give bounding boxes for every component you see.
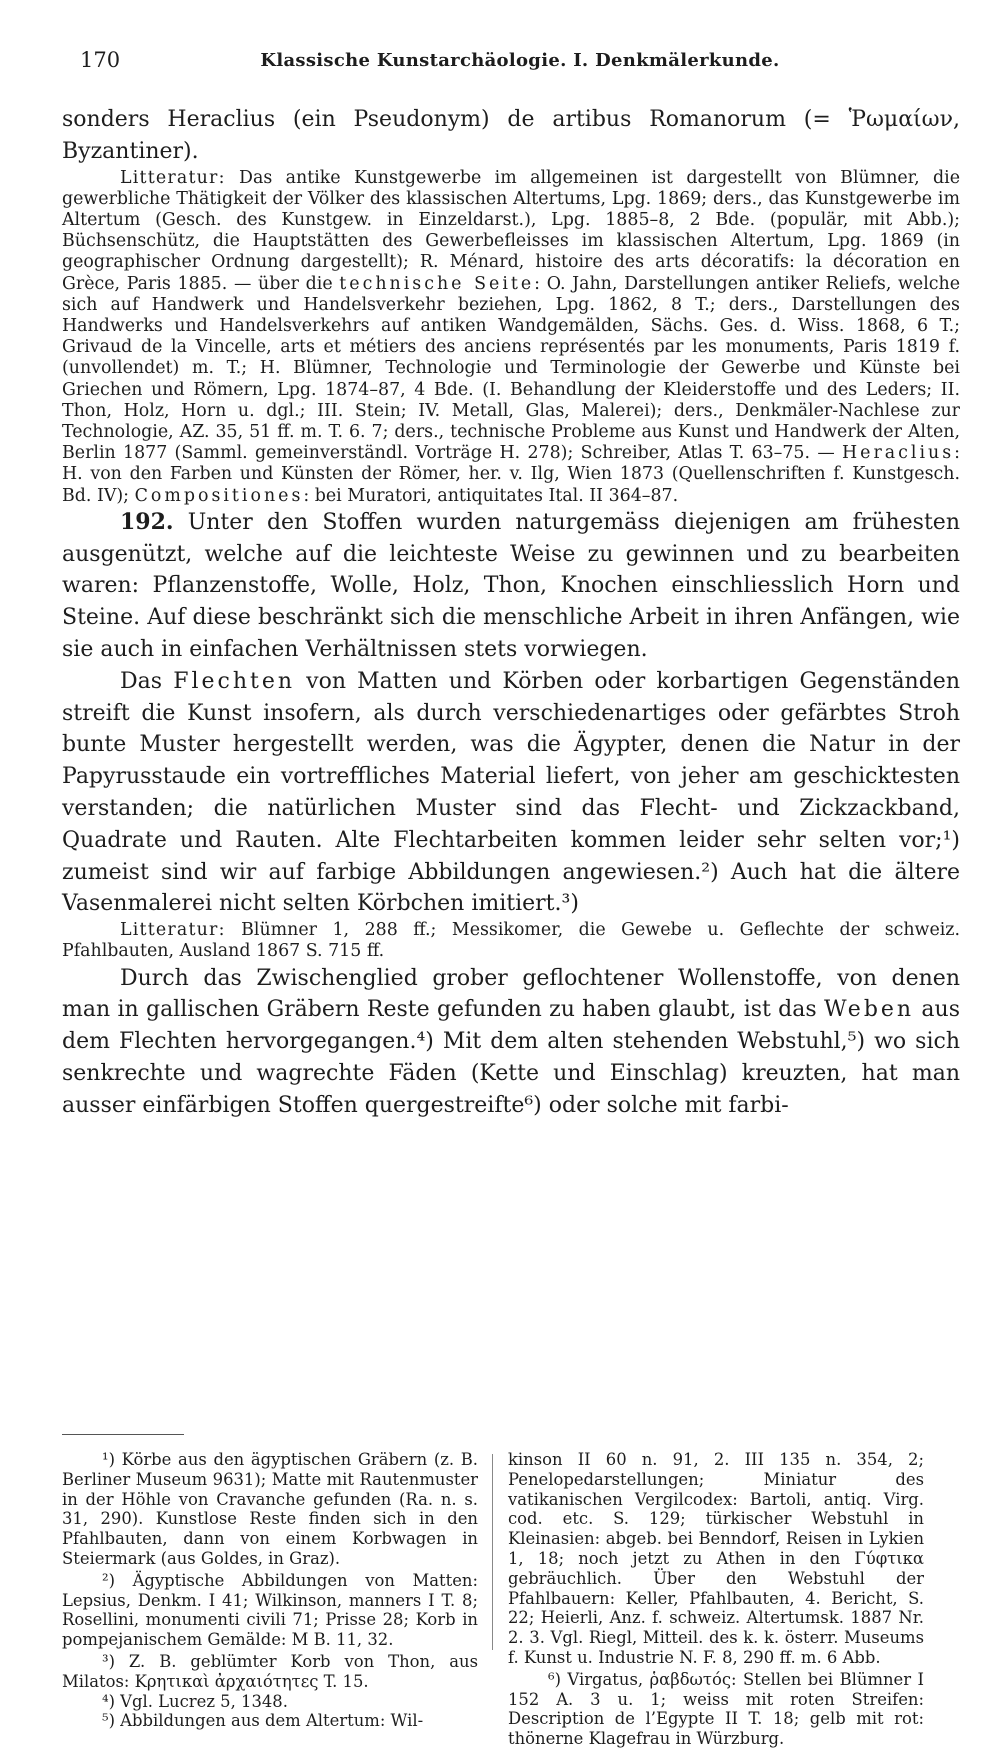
paragraph-number: 192. xyxy=(120,508,174,535)
paragraph-text: aus dem Flechten hervorgegangen.⁴) Mit dem alten stehenden Webstuhl,⁵) wo sich senkrechte und wagrechte Fäden (Kette und Einschlag) kreuzten, hat man ausser einfärbigen Stoffen quergestreifte⁶) oder solche mit farbi- xyxy=(62,997,960,1118)
paragraph-text: Durch das Zwischenglied grober geflochtener Wollenstoffe, von denen man in gallischen Gräbern Reste gefunden zu haben glaubt, ist das xyxy=(62,965,960,1023)
literature-text: : H. von den Farben und Künsten der Römer, her. v. Ilg, Wien 1873 (Quellenschriften f. Kunstgesch. Bd. IV); xyxy=(62,443,960,506)
paragraph-text: Unter den Stoffen wurden naturgemäss diejenigen am frühesten ausgenützt, welche auf die leichteste Weise zu gewinnen und zu bearbeiten waren: Pflanzenstoffe, Wolle, Holz, Thon, Knochen einschliesslich Horn und Steine. Auf diese beschränkt sich die menschliche Arbeit in ihren Anfängen, wie sie auch in einfachen Verhältnissen stets vorwiegen. xyxy=(62,509,960,663)
literature-note-1 xyxy=(62,168,960,507)
spaced-term: Compositiones xyxy=(134,485,304,506)
footnote-column-right xyxy=(508,1450,924,1749)
footnote-6: ⁶) Virgatus, ῥαβδωτός: Stellen bei Blümner I 152 A. 3 u. 1; weiss mit roten Streifen: Description de l’Egypte II T. 18; gelb mit rot: thönerne Klagefrau in Würzburg. xyxy=(508,1669,924,1749)
literature-label: Litteratur: xyxy=(120,920,226,941)
spaced-term: Weben xyxy=(823,997,915,1023)
literature-text: : bei Muratori, antiquitates Ital. II 364–87. xyxy=(303,485,679,506)
column-separator xyxy=(492,1454,493,1650)
main-text xyxy=(62,104,960,1122)
footnote-1: ¹) Körbe aus den ägyptischen Gräbern (z. B. Berliner Museum 9631); Matte mit Rautenmuster in der Höhle von Cravanche gefunden (Ra. n. s. 31, 290). Kunstlose Reste finden sich in den Pfahlbauten, dann von einem Korbwagen in Steiermark (aus Goldes, in Graz). xyxy=(62,1450,478,1568)
footnote-2: ²) Ägyptische Abbildungen von Matten: Lepsius, Denkm. I 41; Wilkinson, manners I T. 8; Rosellini, monumenti civili 71; Prisse 28; Korb in pompejanischem Gemälde: M B. 11, 32. xyxy=(62,1570,478,1650)
literature-text: Das antike Kunstgewerbe im allgemeinen ist dargestellt von Blümner, die gewerbliche Thätigkeit der Völker des klassischen Altertums, Lpg. 1869; ders., das Kunstgewerbe im Altertum (Gesch. des Kunstgew. in Einzeldarst.), Lpg. 1885–8, 2 Bde. (populär, mit Abb.); Büchsenschütz, die Hauptstätten des Gewerbefleisses im klassischen Altertum, Lpg. 1869 (in geographischer Ordnung dargestellt); R. Ménard, histoire des arts décoratifs: la décoration en Grèce, Paris 1885. — über die xyxy=(62,167,960,294)
literature-label: Litteratur: xyxy=(120,167,226,188)
paragraph-weben xyxy=(62,963,960,1122)
literature-text: : O. Jahn, Darstellungen antiker Reliefs, welche sich auf Handwerk und Handelsverkehr beziehen, Lpg. 1862, 8 T.; ders., Darstellungen des Handwerks und Handelsverkehrs auf antiken Wandgemälden, Sächs. Ges. d. Wiss. 1868, 6 T.; Grivaud de la Vincelle, arts et métiers des anciens représentés par les monuments, Paris 1819 f. (unvollendet) m. T.; H. Blümner, Technologie und Terminologie der Gewerbe und Künste bei Griechen und Römern, Lpg. 1874–87, 4 Bde. (I. Behandlung der Kleiderstoffe und des Leders; II. Thon, Holz, Horn u. dgl.; III. Stein; IV. Metall, Glas, Malerei); ders., Denkmäler-Nachlese zur Technologie, AZ. 35, 51 ff. m. T. 6. 7; ders., technische Probleme aus Kunst und Handwerk der Alten, Berlin 1877 (Samml. gemeinverständl. Vorträge H. 278); Schreiber, Atlas T. 63–75. — xyxy=(62,273,961,464)
running-title: Klassische Kunstarchäologie. I. Denkmälerkunde. xyxy=(260,50,780,71)
footnote-column-left xyxy=(62,1450,478,1731)
page-number: 170 xyxy=(80,48,121,72)
paragraph-text: von Matten und Körben oder korbartigen Gegenständen streift die Kunst insofern, als durch verschiedenartiges oder gefärbtes Stroh bunte Muster hergestellt werden, was die Ägypter, denen die Natur in der Papyrusstaude ein vortreffliches Material liefert, von jeher am geschicktesten verstanden; die natürlichen Muster sind das Flecht- und Zickzackband, Quadrate und Rauten. Alte Flechtarbeiten kommen leider sehr selten vor;¹) zumeist sind wir auf farbige Abbildungen angewiesen.²) Auch hat die ältere Vasenmalerei nicht selten Körbchen imitiert.³) xyxy=(62,668,960,917)
paragraph-text: Das xyxy=(120,668,174,694)
paragraph-heraclius: sonders Heraclius (ein Pseudonym) de artibus Romanorum (= Ῥωμαίων, Byzantiner). xyxy=(62,107,960,164)
footnote-divider xyxy=(62,1434,184,1435)
spaced-term: Heraclius xyxy=(842,443,955,464)
spaced-term: technische Seite xyxy=(339,273,535,294)
literature-text: Blümner 1, 288 ff.; Messikomer, die Gewebe u. Geflechte der schweiz. Pfahlbauten, Ausland 1867 S. 715 ff. xyxy=(62,920,960,962)
footnote-3: ³) Z. B. geblümter Korb von Thon, aus Milatos: Κρητικαὶ ἀρχαιότητες T. 15. xyxy=(62,1651,478,1691)
paragraph-192 xyxy=(62,507,960,666)
footnote-4: ⁴) Vgl. Lucrez 5, 1348. xyxy=(102,1691,288,1711)
page-header xyxy=(80,48,960,80)
footnote-5-continued: kinson II 60 n. 91, 2. III 135 n. 354, 2; Penelopedarstellungen; Miniatur des vatikanischen Vergilcodex: Bartoli, antiq. Virg. cod. etc. S. 129; türkischer Webstuhl in Kleinasien: abgeb. bei Benndorf, Reisen in Lykien 1, 18; noch jetzt zu Athen in den Γύφτικα gebräuchlich. Über den Webstuhl der Pfahlbauern: Keller, Pfahlbauten, 4. Bericht, S. 22; Heierli, Anz. f. schweiz. Altertumsk. 1887 Nr. 2. 3. Vgl. Riegl, Mitteil. des k. k. österr. Museums f. Kunst u. Industrie N. F. 8, 290 ff. m. 6 Abb. xyxy=(508,1450,924,1667)
footnote-5: ⁵) Abbildungen aus dem Altertum: Wil- xyxy=(102,1711,424,1731)
spaced-term: Flechten xyxy=(173,668,296,694)
literature-note-2 xyxy=(62,920,960,962)
paragraph-flechten xyxy=(62,666,960,920)
